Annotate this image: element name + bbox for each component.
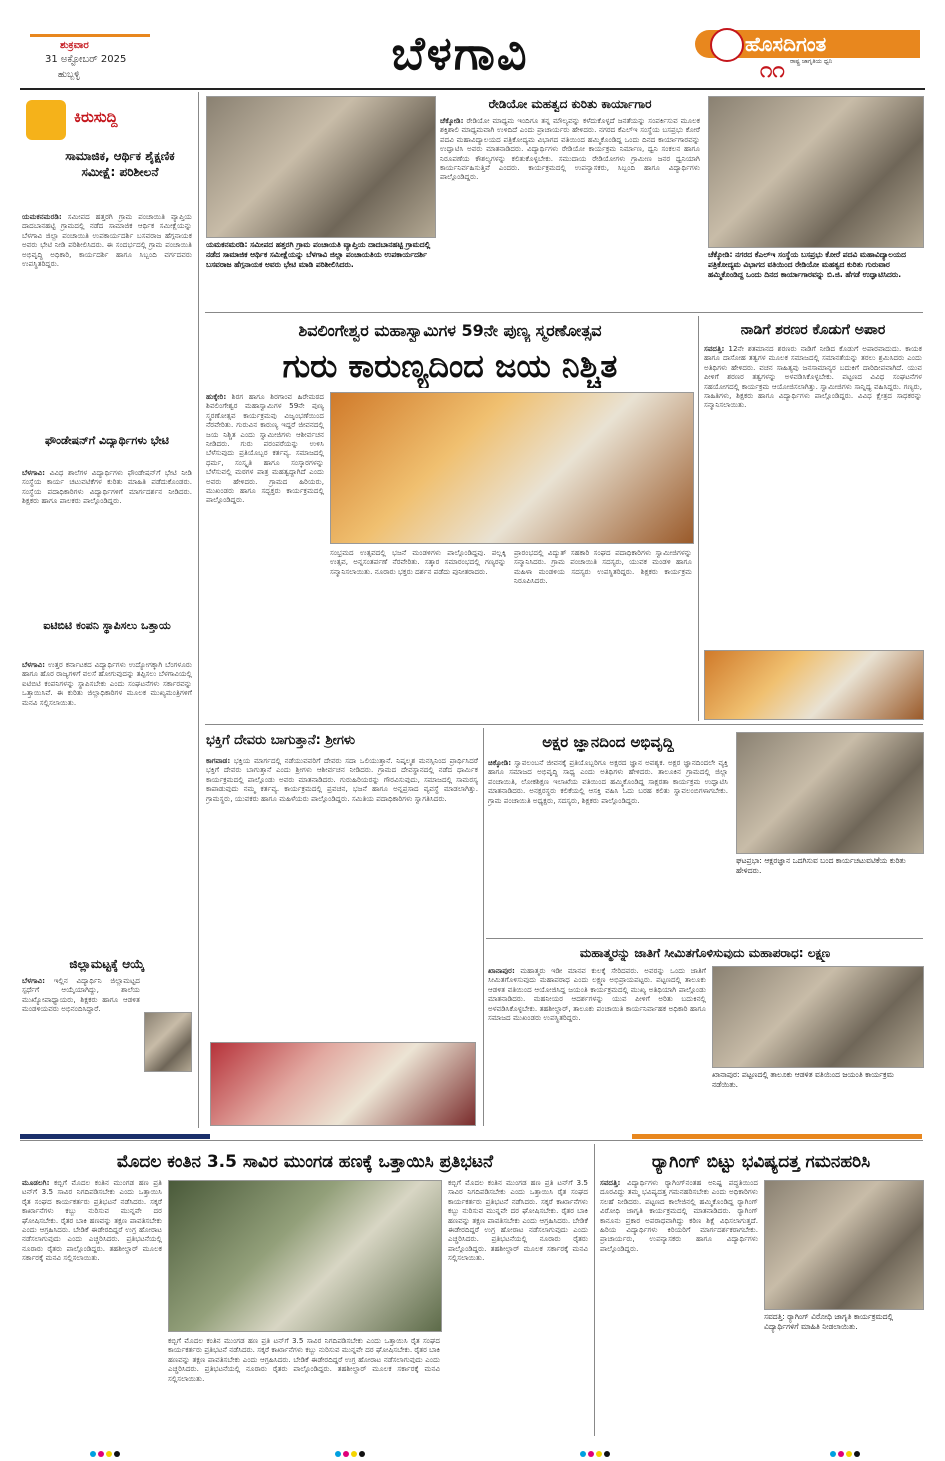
bhakti-body: ಕಾಗವಾಡ: ಭಕ್ತಿಯ ಮಾರ್ಗದಲ್ಲಿ ನಡೆಯುವವರಿಗೆ ದೇವರು ಸದಾ ಒಲಿಯುತ್ತಾನೆ. ನಿಷ್ಕಲ್ಮಶ ಮನಸ್ಸಿನಿಂದ ಪ್ರಾರ್ಥಿಸಿದರೆ ಭಕ್ತಿಗೆ ದೇವರು ಬಾಗುತ್ತಾನೆ ಎಂದು ಶ್ರೀಗಳು ಆಶೀರ್ವಚನ ನೀಡಿದರು. ಗ್ರಾಮದ ದೇವಸ್ಥಾನದಲ್ಲಿ ನಡೆದ ಧಾರ್ಮಿಕ ಕಾರ್ಯಕ್ರಮದಲ್ಲಿ ಪಾಲ್ಗೊಂಡು ಅವರು ಮಾತನಾಡಿದರು. ಗುರುಹಿರಿಯರನ್ನು ಗೌರವಿಸುವುದು, ಸಮಾಜದಲ್ಲಿ ಸಾಮರಸ್ಯ ಕಾಪಾಡುವುದು ನಮ್ಮ ಕರ್ತವ್ಯ. ಕಾರ್ಯಕ್ರಮದಲ್ಲಿ ಪ್ರವಚನ, ಭಜನೆ ಹಾಗೂ ಅನ್ನಪ್ರಸಾದ ವ್ಯವಸ್ಥೆ ಮಾಡಲಾಗಿತ್ತು. ಗ್ರಾಮಸ್ಥರು, ಯುವಕರು ಹಾಗೂ ಮಹಿಳೆಯರು ಪಾಲ್ಗೊಂಡಿದ್ದರು. ಸಮಿತಿಯ ಪದಾಧಿಕಾರಿಗಳು ಸ್ವಾಗತಿಸಿದರು. (206, 756, 478, 803)
registration-dots (830, 1442, 862, 1461)
section-rule (486, 938, 923, 939)
lead-photo (330, 392, 694, 544)
registration-dots (90, 1442, 122, 1461)
sidebar-story-title: ಫೌಂಡೇಷನ್‌ಗೆ ವಿದ್ಯಾರ್ಥಿಗಳು ಭೇಟಿ (45, 434, 169, 447)
akshara-caption: ಘಟಪ್ರಭಾ: ಆಕ್ಷರಜ್ಞಾನ ಒದಗಿಸುವ ಬಂದ ಕಾರ್ಯಚಟುವಟಿಕೆಯ ಕುರಿತು ಹೇಳಿದರು. (736, 856, 906, 875)
ragging-body: ಸವದತ್ತಿ: ವಿದ್ಯಾರ್ಥಿಗಳು ರ್‍ಯಾಗಿಂಗ್‌ನಂತಹ ಅನಿಷ್ಟ ಪದ್ಧತಿಯಿಂದ ದೂರವಿದ್ದು ತಮ್ಮ ಭವಿಷ್ಯದತ್ತ ಗಮನಹರಿಸಬೇಕು ಎಂದು ಅಧಿಕಾರಿಗಳು ಸಲಹೆ ನೀಡಿದರು. ಪಟ್ಟಣದ ಕಾಲೇಜಿನಲ್ಲಿ ಹಮ್ಮಿಕೊಂಡಿದ್ದ ರ್‍ಯಾಗಿಂಗ್ ವಿರೋಧಿ ಜಾಗೃತಿ ಕಾರ್ಯಕ್ರಮದಲ್ಲಿ ಮಾತನಾಡಿದರು. ರ್‍ಯಾಗಿಂಗ್ ಕಾನೂನು ಪ್ರಕಾರ ಅಪರಾಧವಾಗಿದ್ದು ಕಠಿಣ ಶಿಕ್ಷೆ ವಿಧಿಸಲಾಗುತ್ತದೆ. ಹಿರಿಯ ವಿದ್ಯಾರ್ಥಿಗಳು ಕಿರಿಯರಿಗೆ ಮಾರ್ಗದರ್ಶಕರಾಗಬೇಕು. ಪ್ರಾಚಾರ್ಯರು, ಉಪನ್ಯಾಸಕರು ಹಾಗೂ ವಿದ್ಯಾರ್ಥಿಗಳು ಪಾಲ್ಗೊಂಡಿದ್ದರು. (600, 1178, 758, 1253)
masthead-day: ಶುಕ್ರವಾರ (60, 40, 89, 51)
ragging-photo (764, 1180, 924, 1310)
sidebar-rule (198, 92, 199, 1128)
blue-bar (20, 1134, 210, 1139)
brand-tag: ರಾಷ್ಟ್ರ ಜಾಗೃತಿಯ ಧ್ವನಿ (790, 58, 833, 65)
kirusuddi-badge (22, 98, 182, 142)
radio-photo (708, 96, 924, 248)
ragging-caption: ಸವದತ್ತಿ: ರ್‍ಯಾಗಿಂಗ್ ವಿರೋಧಿ ಜಾಗೃತಿ ಕಾರ್ಯಕ್ರಮದಲ್ಲಿ ವಿದ್ಯಾರ್ಥಿಗಳಿಗೆ ಮಾಹಿತಿ ನೀಡಲಾಯಿತು. (764, 1312, 894, 1331)
mungada-body-cont: ಕಬ್ಬಿಗೆ ಮೊದಲ ಕಂತಿನ ಮುಂಗಡ ಹಣ ಪ್ರತಿ ಟನ್‌ಗೆ 3.5 ಸಾವಿರ ನಿಗದಿಪಡಿಸಬೇಕು ಎಂದು ಒತ್ತಾಯಿಸಿ ರೈತ ಸಂಘದ ಕಾರ್ಯಕರ್ತರು ಪ್ರತಿಭಟನೆ ನಡೆಸಿದರು. ಸಕ್ಕರೆ ಕಾರ್ಖಾನೆಗಳು ಕಬ್ಬು ನುರಿಸುವ ಮುನ್ನವೇ ದರ ಘೋಷಿಸಬೇಕು. ರೈತರ ಬಾಕಿ ಹಣವನ್ನು ತಕ್ಷಣ ಪಾವತಿಸಬೇಕು ಎಂದು ಆಗ್ರಹಿಸಿದರು. ಬೇಡಿಕೆ ಈಡೇರದಿದ್ದರೆ ಉಗ್ರ ಹೋರಾಟ ನಡೆಸಲಾಗುವುದು ಎಂದು ಎಚ್ಚರಿಸಿದರು. ಪ್ರತಿಭಟನೆಯಲ್ಲಿ ನೂರಾರು ರೈತರು ಪಾಲ್ಗೊಂಡಿದ್ದರು. ತಹಶೀಲ್ದಾರ್ ಮೂಲಕ ಸರ್ಕಾರಕ್ಕೆ ಮನವಿ ಸಲ್ಲಿಸಲಾಯಿತು. (168, 1336, 440, 1383)
sidebar-story-body: ಬೆಳಗಾವಿ: ಇಲ್ಲಿನ ವಿದ್ಯಾರ್ಥಿನಿ ಜಿಲ್ಲಾಮಟ್ಟದ ಸ್ಪರ್ಧೆಗೆ ಆಯ್ಕೆಯಾಗಿದ್ದು, ಶಾಲೆಯ ಮುಖ್ಯೋಪಾಧ್ಯಾಯರು, ಶಿಕ್ಷಕರು ಹಾಗೂ ಆಡಳಿತ ಮಂಡಳಿಯವರು ಅಭಿನಂದಿಸಿದ್ದಾರೆ. (22, 976, 140, 1014)
survey-photo (206, 96, 436, 238)
registration-dots (580, 1442, 612, 1461)
lead-body: ಪ್ರಾರಂಭದಲ್ಲಿ ವಿದ್ಯುತ್ ಸಹಕಾರಿ ಸಂಘದ ಪದಾಧಿಕಾರಿಗಳು ಸ್ವಾಮೀಜಿಗಳನ್ನು ಸನ್ಮಾನಿಸಿದರು. ಗ್ರಾಮ ಪಂಚಾಯಿತಿ ಸದಸ್ಯರು, ಯುವಕ ಮಂಡಳಿ ಹಾಗೂ ಮಹಿಳಾ ಮಂಡಳಿಯ ಸದಸ್ಯರು ಉಪಸ್ಥಿತರಿದ್ದರು. ಶಿಕ್ಷಕರು ಕಾರ್ಯಕ್ರಮ ನಿರೂಪಿಸಿದರು. (514, 548, 692, 586)
nadige-body: ಸವದತ್ತಿ: 12ನೇ ಶತಮಾನದ ಶರಣರು ನಾಡಿಗೆ ನೀಡಿದ ಕೊಡುಗೆ ಅಪಾರವಾದುದು. ಕಾಯಕ ಹಾಗೂ ದಾಸೋಹ ತತ್ವಗಳ ಮೂಲಕ ಸಮಾಜದಲ್ಲಿ ಸಮಾನತೆಯನ್ನು ತರಲು ಶ್ರಮಿಸಿದರು ಎಂದು ಅತಿಥಿಗಳು ಹೇಳಿದರು. ವಚನ ಸಾಹಿತ್ಯವು ಜನಸಾಮಾನ್ಯರ ಬದುಕಿಗೆ ದಾರಿದೀಪವಾಗಿದೆ. ಯುವ ಪೀಳಿಗೆ ಶರಣರ ತತ್ವಗಳನ್ನು ಅಳವಡಿಸಿಕೊಳ್ಳಬೇಕು. ಪಟ್ಟಣದ ವಿವಿಧ ಸಂಘಟನೆಗಳ ಸಹಯೋಗದಲ್ಲಿ ಕಾರ್ಯಕ್ರಮ ಆಯೋಜಿಸಲಾಗಿತ್ತು. ಸ್ವಾಮೀಜಿಗಳು ಸಾನ್ನಿಧ್ಯ ವಹಿಸಿದ್ದರು. ಗಣ್ಯರು, ಸಾಹಿತಿಗಳು, ಶಿಕ್ಷಕರು ಹಾಗೂ ವಿದ್ಯಾರ್ಥಿಗಳು ಪಾಲ್ಗೊಂಡಿದ್ದರು. ವಿವಿಧ ಕ್ಷೇತ್ರದ ಸಾಧಕರನ್ನು ಸನ್ಮಾನಿಸಲಾಯಿತು. (704, 344, 922, 410)
page-number: ೧೧ (760, 58, 785, 83)
hand-icon (26, 100, 66, 140)
sidebar-story-body: ಬೆಳಗಾವಿ: ಉತ್ತರ ಕರ್ನಾಟಕದ ವಿದ್ಯಾರ್ಥಿಗಳು ಉದ್ಯೋಗಕ್ಕಾಗಿ ಬೆಂಗಳೂರು ಹಾಗೂ ಹೊರ ರಾಜ್ಯಗಳಿಗೆ ವಲಸೆ ಹೋಗುವುದನ್ನು ತಪ್ಪಿಸಲು ಬೆಳಗಾವಿಯಲ್ಲಿ ಐಟಿಬಿಟಿ ಕಂಪನಿಗಳನ್ನು ಸ್ಥಾಪಿಸಬೇಕು ಎಂದು ಸಂಘಟನೆಗಳು ಸರ್ಕಾರವನ್ನು ಒತ್ತಾಯಿಸಿವೆ. ಈ ಕುರಿತು ಜಿಲ್ಲಾಧಿಕಾರಿಗಳ ಮೂಲಕ ಮುಖ್ಯಮಂತ್ರಿಗಳಿಗೆ ಮನವಿ ಸಲ್ಲಿಸಲಾಯಿತು. (22, 660, 192, 707)
sidebar-story-body: ಬೆಳಗಾವಿ: ವಿವಿಧ ಶಾಲೆಗಳ ವಿದ್ಯಾರ್ಥಿಗಳು ಫೌಂಡೇಷನ್‌ಗೆ ಭೇಟಿ ನೀಡಿ ಸಂಸ್ಥೆಯ ಕಾರ್ಯ ಚಟುವಟಿಕೆಗಳ ಕುರಿತು ಮಾಹಿತಿ ಪಡೆದುಕೊಂಡರು. ಸಂಸ್ಥೆಯ ಪದಾಧಿಕಾರಿಗಳು ವಿದ್ಯಾರ್ಥಿಗಳಿಗೆ ಮಾರ್ಗದರ್ಶನ ನೀಡಿದರು. ಶಿಕ್ಷಕರು ಹಾಗೂ ಪಾಲಕರು ಪಾಲ್ಗೊಂಡಿದ್ದರು. (22, 468, 192, 506)
mahatma-photo (712, 966, 924, 1068)
lead-body: ಸಂಭ್ರಮದ ಉತ್ಸವದಲ್ಲಿ ಭಜನೆ ಮಂಡಳಿಗಳು ಪಾಲ್ಗೊಂಡಿದ್ದವು. ಪಲ್ಲಕ್ಕಿ ಉತ್ಸವ, ಅನ್ನಸಂತರ್ಪಣೆ ನೆರವೇರಿತು. ಸತ್ಕಾರ ಸಮಾರಂಭದಲ್ಲಿ ಗಣ್ಯರನ್ನು ಸನ್ಮಾನಿಸಲಾಯಿತು. ನೂರಾರು ಭಕ್ತರು ದರ್ಶನ ಪಡೆದು ಪುನೀತರಾದರು. (330, 548, 506, 576)
masthead (0, 0, 945, 88)
lead-kicker: ಶಿವಲಿಂಗೇಶ್ವರ ಮಹಾಸ್ವಾಮಿಗಳ 59ನೇ ಪುಣ್ಯ ಸ್ಮರಣೋತ್ಸವ (298, 321, 602, 340)
mungada-body-cont: ಕಬ್ಬಿಗೆ ಮೊದಲ ಕಂತಿನ ಮುಂಗಡ ಹಣ ಪ್ರತಿ ಟನ್‌ಗೆ 3.5 ಸಾವಿರ ನಿಗದಿಪಡಿಸಬೇಕು ಎಂದು ಒತ್ತಾಯಿಸಿ ರೈತ ಸಂಘದ ಕಾರ್ಯಕರ್ತರು ಪ್ರತಿಭಟನೆ ನಡೆಸಿದರು. ಸಕ್ಕರೆ ಕಾರ್ಖಾನೆಗಳು ಕಬ್ಬು ನುರಿಸುವ ಮುನ್ನವೇ ದರ ಘೋಷಿಸಬೇಕು. ರೈತರ ಬಾಕಿ ಹಣವನ್ನು ತಕ್ಷಣ ಪಾವತಿಸಬೇಕು ಎಂದು ಆಗ್ರಹಿಸಿದರು. ಬೇಡಿಕೆ ಈಡೇರದಿದ್ದರೆ ಉಗ್ರ ಹೋರಾಟ ನಡೆಸಲಾಗುವುದು ಎಂದು ಎಚ್ಚರಿಸಿದರು. ಪ್ರತಿಭಟನೆಯಲ್ಲಿ ನೂರಾರು ರೈತರು ಪಾಲ್ಗೊಂಡಿದ್ದರು. ತಹಶೀಲ್ದಾರ್ ಮೂಲಕ ಸರ್ಕಾರಕ್ಕೆ ಮನವಿ ಸಲ್ಲಿಸಲಾಯಿತು. (448, 1178, 588, 1263)
bhakti-title: ಭಕ್ತಿಗೆ ದೇವರು ಬಾಗುತ್ತಾನೆ: ಶ್ರೀಗಳು (206, 733, 356, 748)
sidebar (22, 94, 192, 1126)
protest-photo (168, 1180, 442, 1332)
mungada-title: ಮೊದಲ ಕಂತಿನ 3.5 ಸಾವಿರ ಮುಂಗಡ ಹಣಕ್ಕೆ ಒತ್ತಾಯಿಸಿ ಪ್ರತಿಭಟನೆ (116, 1152, 494, 1172)
akshara-photo (736, 732, 924, 854)
nadige-photo (704, 650, 924, 720)
brand-name: ಹೊಸದಿಗಂತ (745, 32, 827, 56)
mahatma-caption: ಖಾನಾಪುರ: ಪಟ್ಟಣದಲ್ಲಿ ತಾಲೂಕು ಆಡಳಿತ ವತಿಯಿಂದ ಜಯಂತಿ ಕಾರ್ಯಕ್ರಮ ನಡೆಯಿತು. (712, 1070, 894, 1089)
nadige-title: ನಾಡಿಗೆ ಶರಣರ ಕೊಡುಗೆ ಅಪಾರ (740, 322, 886, 338)
sidebar-story-title: ಐಟಿಬಿಟಿ ಕಂಪನಿ ಸ್ಥಾಪಿಸಲು ಒತ್ತಾಯ (43, 619, 171, 632)
sidebar-story-title: ಸಾಮಾಜಿಕ, ಆರ್ಥಿಕ ಶೈಕ್ಷಣಿಕ ಸಮೀಕ್ಷೆ: ಪರಿಶೀಲನೆ (65, 149, 175, 179)
mungada-body: ಮೂಡಲಗಿ: ಕಬ್ಬಿಗೆ ಮೊದಲ ಕಂತಿನ ಮುಂಗಡ ಹಣ ಪ್ರತಿ ಟನ್‌ಗೆ 3.5 ಸಾವಿರ ನಿಗದಿಪಡಿಸಬೇಕು ಎಂದು ಒತ್ತಾಯಿಸಿ ರೈತ ಸಂಘದ ಕಾರ್ಯಕರ್ತರು ಪ್ರತಿಭಟನೆ ನಡೆಸಿದರು. ಸಕ್ಕರೆ ಕಾರ್ಖಾನೆಗಳು ಕಬ್ಬು ನುರಿಸುವ ಮುನ್ನವೇ ದರ ಘೋಷಿಸಬೇಕು. ರೈತರ ಬಾಕಿ ಹಣವನ್ನು ತಕ್ಷಣ ಪಾವತಿಸಬೇಕು ಎಂದು ಆಗ್ರಹಿಸಿದರು. ಬೇಡಿಕೆ ಈಡೇರದಿದ್ದರೆ ಉಗ್ರ ಹೋರಾಟ ನಡೆಸಲಾಗುವುದು ಎಂದು ಎಚ್ಚರಿಸಿದರು. ಪ್ರತಿಭಟನೆಯಲ್ಲಿ ನೂರಾರು ರೈತರು ಪಾಲ್ಗೊಂಡಿದ್ದರು. ತಹಶೀಲ್ದಾರ್ ಮೂಲಕ ಸರ್ಕಾರಕ್ಕೆ ಮನವಿ ಸಲ್ಲಿಸಲಾಯಿತು. (22, 1178, 162, 1263)
kirusuddi-label: ಕಿರುಸುದ್ದಿ (74, 108, 118, 126)
radio-caption: ಚೆಕ್ಕೋಡಿ: ನಗರದ ಕೆಎಲ್‌ಇ ಸಂಸ್ಥೆಯ ಬಸಪ್ರಭು ಕೋರೆ ಪದವಿ ಮಹಾವಿದ್ಯಾಲಯದ ಪತ್ರಿಕೋದ್ಯಮ ವಿಭಾಗದ ವತಿಯಿಂದ ರೇಡಿಯೋ ಮಹತ್ವದ ಕುರಿತು ಗುರುವಾರ ಹಮ್ಮಿಕೊಂಡಿದ್ದ ಒಂದು ದಿನದ ಕಾರ್ಯಾಗಾರವನ್ನು ಬಿ.ಜಿ. ಹೆಗಡೆ ಉದ್ಘಾಟಿಸಿದರು. (708, 250, 906, 279)
sidebar-story-title: ಜಿಲ್ಲಾಮಟ್ಟಕ್ಕೆ ಆಯ್ಕೆ (69, 957, 145, 971)
section-rule (205, 724, 923, 725)
radio-title: ರೇಡಿಯೋ ಮಹತ್ವದ ಕುರಿತು ಕಾರ್ಯಾಗಾರ (488, 97, 652, 111)
column-rule (698, 316, 699, 721)
section-rule (205, 312, 923, 313)
lead-body: ಹುಕ್ಕೇರಿ: ಶಿರಗ ಹಾಗೂ ಶಿರಗಾಂವ ಹಿರೇಮಠದ ಶಿವಲಿಂಗೇಶ್ವರ ಮಹಾಸ್ವಾಮಿಗಳ 59ನೇ ಪುಣ್ಯ ಸ್ಮರಣೋತ್ಸವ ಕಾರ್ಯಕ್ರಮವು ವಿಜೃಂಭಣೆಯಿಂದ ನೆರವೇರಿತು. ಗುರುವಿನ ಕಾರುಣ್ಯ ಇದ್ದರೆ ಜೀವನದಲ್ಲಿ ಜಯ ನಿಶ್ಚಿತ ಎಂದು ಸ್ವಾಮೀಜಿಗಳು ಆಶೀರ್ವಚನ ನೀಡಿದರು. ಗುರು ಪರಂಪರೆಯನ್ನು ಉಳಿಸಿ ಬೆಳೆಸುವುದು ಪ್ರತಿಯೊಬ್ಬರ ಕರ್ತವ್ಯ. ಸಮಾಜದಲ್ಲಿ ಧರ್ಮ, ಸಂಸ್ಕೃತಿ ಹಾಗೂ ಸಂಸ್ಕಾರಗಳನ್ನು ಬೆಳೆಸುವಲ್ಲಿ ಮಠಗಳ ಪಾತ್ರ ಮಹತ್ವದ್ದಾಗಿದೆ ಎಂದು ಅವರು ಹೇಳಿದರು. ಗ್ರಾಮದ ಹಿರಿಯರು, ಮುಖಂಡರು ಹಾಗೂ ಸದ್ಭಕ್ತರು ಕಾರ್ಯಕ್ರಮದಲ್ಲಿ ಪಾಲ್ಗೊಂಡಿದ್ದರು. (206, 392, 324, 505)
akshara-title: ಅಕ್ಷರ ಜ್ಞಾನದಿಂದ ಅಭಿವೃದ್ಧಿ (542, 733, 674, 751)
section-rule (20, 1140, 923, 1141)
masthead-city: ಹುಬ್ಬಳ್ಳಿ (58, 70, 80, 80)
column-rule (483, 728, 484, 1126)
orange-bar (632, 1134, 922, 1139)
masthead-rule (20, 88, 925, 90)
lead-title: ಗುರು ಕಾರುಣ್ಯದಿಂದ ಜಯ ನಿಶ್ಚಿತ (282, 347, 618, 385)
masthead-left-bar (30, 34, 150, 37)
sidebar-story-body: ಯಮಕನಮರಡಿ: ಸಮೀಪದ ಹತ್ತರಗಿ ಗ್ರಾಮ ಪಂಚಾಯಿತಿ ವ್ಯಾಪ್ತಿಯ ದಾದಬಾನಹಟ್ಟಿ ಗ್ರಾಮದಲ್ಲಿ ನಡೆದ ಸಾಮಾಜಿಕ ಆರ್ಥಿಕ ಸಮೀಕ್ಷೆಯನ್ನು ಬೆಳಗಾವಿ ಜಿಲ್ಲಾ ಪಂಚಾಯಿತಿ ಉಪಕಾರ್ಯದರ್ಶಿ ಬಸವರಾಜ ಹೆಗ್ಗನಾಯಕ ಅವರು ಭೇಟಿ ನೀಡಿ ಪರಿಶೀಲಿಸಿದರು. ಈ ಸಂದರ್ಭದಲ್ಲಿ ಗ್ರಾಮ ಪಂಚಾಯಿತಿ ಅಭಿವೃದ್ಧಿ ಅಧಿಕಾರಿ, ಕಾರ್ಯದರ್ಶಿ ಹಾಗೂ ಸಿಬ್ಬಂದಿ ವರ್ಗದವರು ಉಪಸ್ಥಿತರಿದ್ದರು. (22, 212, 192, 269)
survey-caption: ಯಮಕನಮರಡಿ: ಸಮೀಪದ ಹತ್ತರಗಿ ಗ್ರಾಮ ಪಂಚಾಯತಿ ವ್ಯಾಪ್ತಿಯ ದಾದಬಾನಹಟ್ಟಿ ಗ್ರಾಮದಲ್ಲಿ ನಡೆದ ಸಾಮಾಜಿಕ ಆರ್ಥಿಕ ಸಮೀಕ್ಷೆಯನ್ನು ಬೆಳಗಾವಿ ಜಿಲ್ಲಾ ಪಂಚಾಯತಿಯ ಉಪಕಾರ್ಯದರ್ಶಿ ಬಸವರಾಜ ಹೆಗ್ಗನಾಯಕ ಅವರು ಭೇಟಿ ಮಾಡಿ ಪರಿಶೀಲಿಸಿದರು. (206, 240, 431, 269)
masthead-date: 31 ಅಕ್ಟೋಬರ್ 2025 (45, 54, 127, 65)
column-rule (594, 1144, 595, 1436)
section-title: ಬೆಳಗಾವಿ (391, 26, 529, 80)
radio-body: ಚೆಕ್ಕೋಡಿ: ರೇಡಿಯೋ ಮಾಧ್ಯಮ ಇಂದಿಗೂ ತನ್ನ ಮೌಲ್ಯವನ್ನು ಕಳೆದುಕೊಳ್ಳದೆ ಜನತೆಯನ್ನು ಸಂಪರ್ಕಿಸುವ ಮೂಲಕ ಶಕ್ತಿಶಾಲಿ ಮಾಧ್ಯಮವಾಗಿ ಉಳಿದಿದೆ ಎಂದು ಪ್ರಾಚಾರ್ಯರು ಹೇಳಿದರು. ನಗರದ ಕೆಎಲ್‌ಇ ಸಂಸ್ಥೆಯ ಬಸಪ್ರಭು ಕೋರೆ ಪದವಿ ಮಹಾವಿದ್ಯಾಲಯದ ಪತ್ರಿಕೋದ್ಯಮ ವಿಭಾಗದ ವತಿಯಿಂದ ಹಮ್ಮಿಕೊಂಡಿದ್ದ ಒಂದು ದಿನದ ಕಾರ್ಯಾಗಾರವನ್ನು ಉದ್ಘಾಟಿಸಿ ಅವರು ಮಾತನಾಡಿದರು. ವಿದ್ಯಾರ್ಥಿಗಳು ರೇಡಿಯೋ ಕಾರ್ಯಕ್ರಮ ನಿರ್ಮಾಣ, ಧ್ವನಿ ಸಂಕಲನ ಹಾಗೂ ನಿರೂಪಣೆಯ ಕೌಶಲ್ಯಗಳನ್ನು ಕಲಿತುಕೊಳ್ಳಬೇಕು. ಸಮುದಾಯ ರೇಡಿಯೋಗಳು ಗ್ರಾಮೀಣ ಜನರ ಧ್ವನಿಯಾಗಿ ಕಾರ್ಯನಿರ್ವಹಿಸುತ್ತಿವೆ ಎಂದರು. ಕಾರ್ಯಕ್ರಮದಲ್ಲಿ ಉಪನ್ಯಾಸಕರು, ಸಿಬ್ಬಂದಿ ಹಾಗೂ ವಿದ್ಯಾರ್ಥಿಗಳು ಪಾಲ್ಗೊಂಡಿದ್ದರು. (440, 116, 700, 182)
mahatma-title: ಮಹಾತ್ಮರನ್ನು ಜಾತಿಗೆ ಸೀಮಿತಗೊಳಿಸುವುದು ಮಹಾಪರಾಧ: ಲಕ್ಷ್ಮಣ (579, 946, 831, 960)
student-photo (144, 1012, 192, 1072)
bhakti-photo (210, 1042, 476, 1126)
mahatma-body: ಖಾನಾಪುರ: ಮಹಾತ್ಮರು ಇಡೀ ಮಾನವ ಕುಲಕ್ಕೆ ಸೇರಿದವರು. ಅವರನ್ನು ಒಂದು ಜಾತಿಗೆ ಸೀಮಿತಗೊಳಿಸುವುದು ಮಹಾಪರಾಧ ಎಂದು ಲಕ್ಷ್ಮಣ ಅಭಿಪ್ರಾಯಪಟ್ಟರು. ಪಟ್ಟಣದಲ್ಲಿ ತಾಲೂಕು ಆಡಳಿತ ವತಿಯಿಂದ ಆಯೋಜಿಸಿದ್ದ ಜಯಂತಿ ಕಾರ್ಯಕ್ರಮದಲ್ಲಿ ಮುಖ್ಯ ಅತಿಥಿಯಾಗಿ ಪಾಲ್ಗೊಂಡು ಮಾತನಾಡಿದರು. ಮಹನೀಯರ ಆದರ್ಶಗಳನ್ನು ಯುವ ಪೀಳಿಗೆ ಅರಿತು ಬದುಕಿನಲ್ಲಿ ಅಳವಡಿಸಿಕೊಳ್ಳಬೇಕು. ತಹಶೀಲ್ದಾರ್, ತಾಲೂಕು ಪಂಚಾಯಿತಿ ಕಾರ್ಯನಿರ್ವಾಹಕ ಅಧಿಕಾರಿ ಹಾಗೂ ಸಮಾಜದ ಮುಖಂಡರು ಉಪಸ್ಥಿತರಿದ್ದರು. (488, 966, 706, 1023)
registration-dots (335, 1442, 367, 1461)
akshara-body: ಚಿಕ್ಕೋಡಿ: ಸ್ವಾವಲಂಬನೆ ಜೀವನಕ್ಕೆ ಪ್ರತಿಯೊಬ್ಬರಿಗೂ ಅಕ್ಷರದ ಜ್ಞಾನ ಅವಶ್ಯಕ. ಅಕ್ಷರ ಜ್ಞಾನದಿಂದಲೇ ವ್ಯಕ್ತಿ ಹಾಗೂ ಸಮಾಜದ ಅಭಿವೃದ್ಧಿ ಸಾಧ್ಯ ಎಂದು ಅತಿಥಿಗಳು ಹೇಳಿದರು. ತಾಲೂಕಿನ ಗ್ರಾಮದಲ್ಲಿ ಜಿಲ್ಲಾ ಪಂಚಾಯಿತಿ, ಲೋಕಶಿಕ್ಷಣ ಇಲಾಖೆಯ ವತಿಯಿಂದ ಹಮ್ಮಿಕೊಂಡಿದ್ದ ಸಾಕ್ಷರತಾ ಕಾರ್ಯಕ್ರಮ ಉದ್ಘಾಟಿಸಿ ಮಾತನಾಡಿದರು. ಅನಕ್ಷರಸ್ಥರು ಕಲಿಕೆಯಲ್ಲಿ ಆಸಕ್ತಿ ವಹಿಸಿ ಓದು ಬರಹ ಕಲಿತು ಸ್ವಾವಲಂಬಿಗಳಾಗಬೇಕು. ಗ್ರಾಮ ಪಂಚಾಯಿತಿ ಅಧ್ಯಕ್ಷರು, ಸದಸ್ಯರು, ಶಿಕ್ಷಕರು ಪಾಲ್ಗೊಂಡಿದ್ದರು. (488, 758, 728, 805)
ragging-title: ರ್‍ಯಾಗಿಂಗ್ ಬಿಟ್ಟು ಭವಿಷ್ಯದತ್ತ ಗಮನಹರಿಸಿ (651, 1152, 871, 1172)
brand-logo-icon (710, 28, 744, 62)
